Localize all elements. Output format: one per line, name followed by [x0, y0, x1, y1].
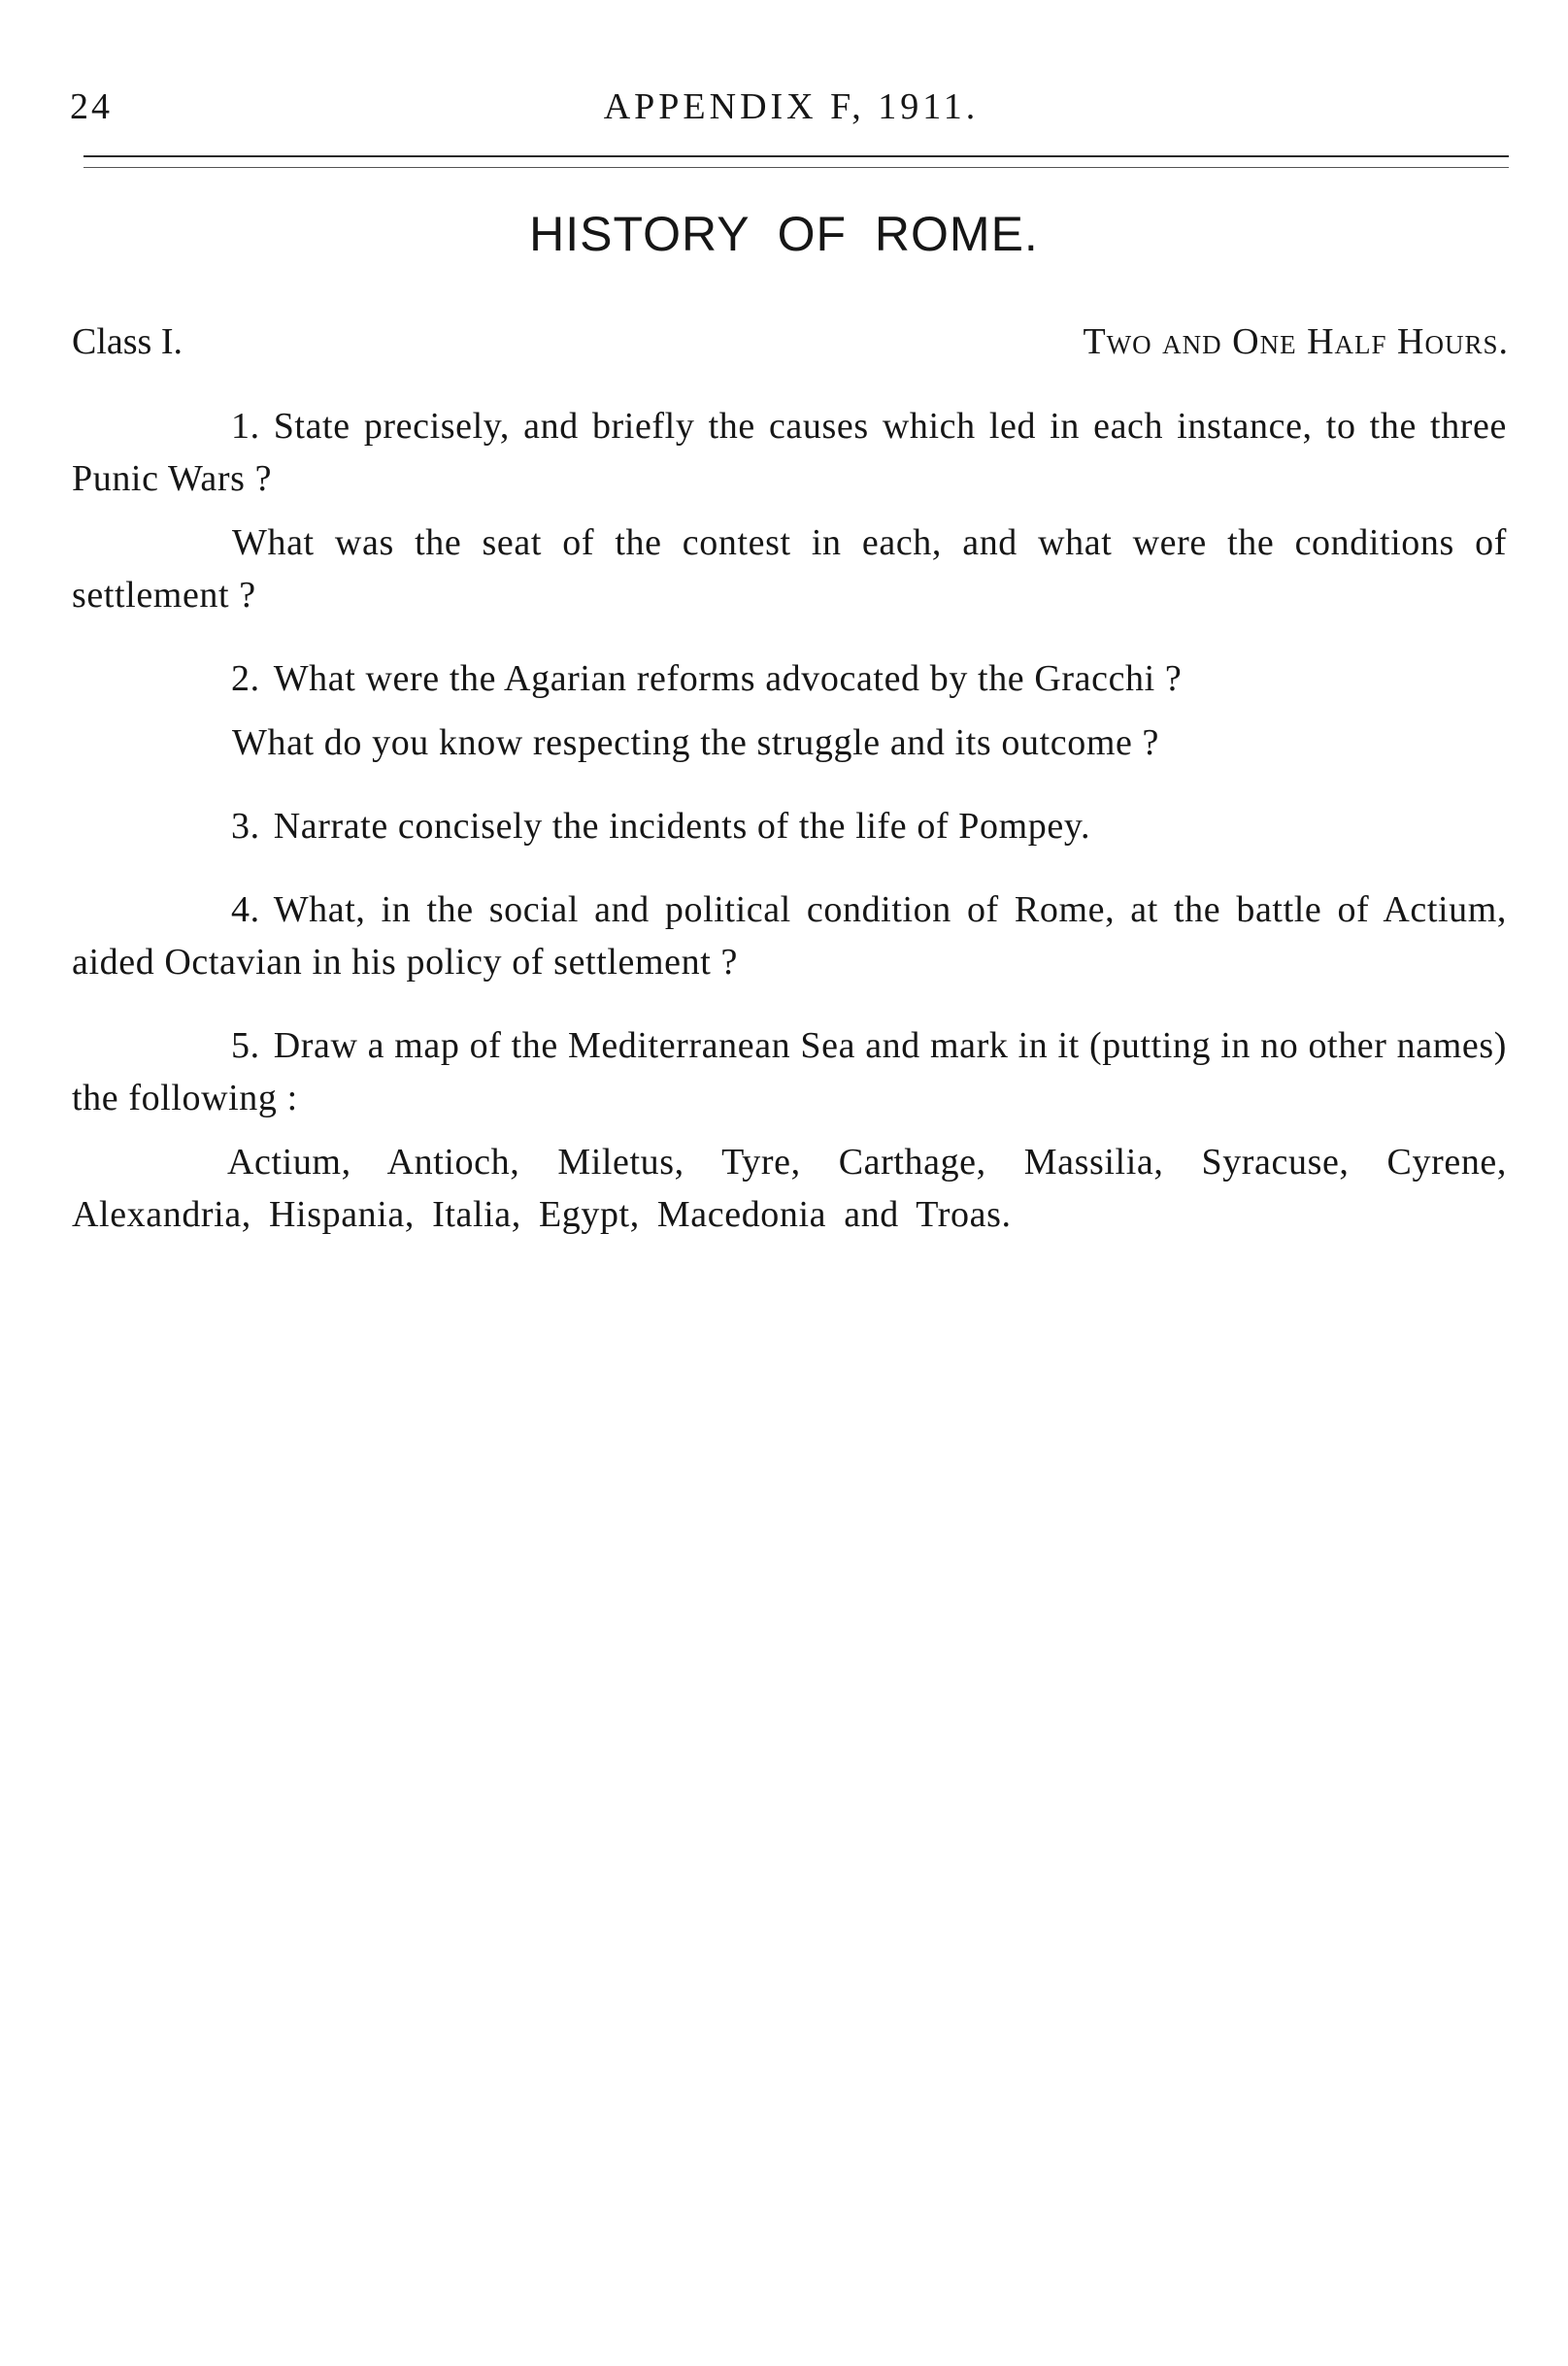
question-text: What were the Agarian reforms advocated by the Gracchi ?	[273, 658, 1183, 699]
question-text: Draw a map of the Mediterranean Sea and mark in it (putting in no other names) the following :	[72, 1025, 1507, 1118]
question-3	[72, 800, 1507, 852]
class-line	[72, 320, 1509, 367]
question-number: 4.	[231, 889, 260, 930]
question-5	[72, 1019, 1507, 1124]
question-1	[72, 400, 1507, 505]
question-number: 1.	[231, 406, 260, 447]
question-2-sub: What do you know respecting the struggle and its outcome ?	[232, 722, 1160, 763]
exam-title: HISTORY OF ROME.	[529, 207, 1039, 261]
question-2	[72, 652, 1507, 705]
question-number: 5.	[231, 1025, 260, 1066]
exam-duration: Two and One Half Hours.	[1083, 321, 1509, 362]
question-text: State precisely, and briefly the causes which led in each instance, to the three Punic Wars ?	[72, 406, 1507, 499]
question-number: 3.	[231, 806, 260, 847]
header-rule-thin	[83, 167, 1509, 168]
running-head-title: APPENDIX F, 1911.	[603, 86, 980, 127]
question-text: What, in the social and political condition of Rome, at the battle of Actium, aided Octavian in his policy of settlement ?	[72, 889, 1507, 983]
page-number: 24	[70, 86, 113, 127]
question-text: Narrate concisely the incidents of the life of Pompey.	[273, 806, 1091, 847]
question-number: 2.	[231, 658, 260, 699]
header-rule	[83, 155, 1509, 157]
question-5-place-names: Actium, Antioch, Miletus, Tyre, Carthage, Massilia, Syracuse, Cyrene, Alexandria, Hispania, Italia, Egypt, Macedonia and Troas.	[72, 1142, 1507, 1235]
question-list	[72, 400, 1507, 1241]
question-1-sub: What was the seat of the contest in each, and what were the conditions of settlement ?	[72, 522, 1507, 616]
question-4	[72, 883, 1507, 988]
running-head	[68, 85, 1515, 134]
class-label: Class I.	[72, 321, 183, 362]
